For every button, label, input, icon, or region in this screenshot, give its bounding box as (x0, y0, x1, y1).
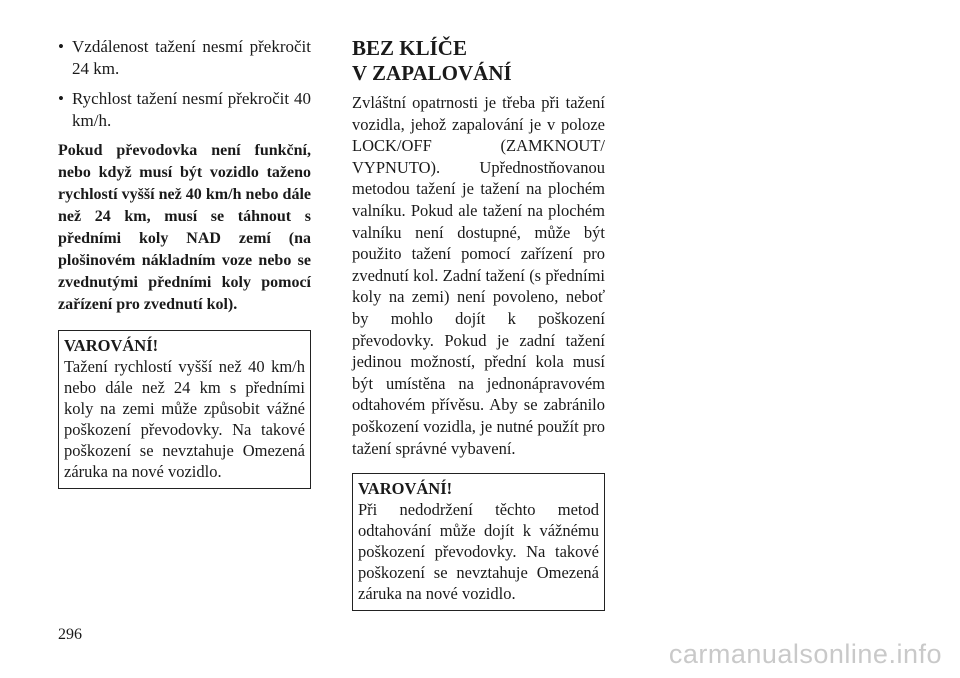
warning-text: Při nedodržení těchto metod odtahování může dojít k vážnému poškození převodovky. Na takové poškození se nevztahuje Omezená záruka na nové vozidlo. (358, 500, 599, 604)
section-heading (352, 36, 605, 86)
bullet-item-speed (58, 88, 311, 132)
page-number: 296 (58, 626, 82, 643)
warning-text: Tažení rychlostí vyšší než 40 km/h nebo dále než 24 km s předními koly na zemi může způsobit vážné poškození převodovky. Na takové poškození se nevztahuje Omezená záruka na nové vozidlo. (64, 357, 305, 481)
warning-title: VAROVÁNÍ! (358, 479, 453, 499)
warning-box-right (352, 473, 605, 611)
warning-box-left (58, 330, 311, 489)
towing-paragraph: Zvláštní opatrnosti je třeba při tažení vozidla, jehož zapalování je v poloze LOCK/OFF (ZAMKNOUT/ VYPNUTO). Upřednostňovanou metodou tažení je tažení na plochém valníku. Pokud ale tažení na plochém valníku není dostupné, může být použito tažení pomocí zařízení pro zvednutí kol. Zadní tažení (s předními koly na zemi) není povoleno, neboť by mohlo dojít k poškození převodovky. Pokud je zadní tažení jedinou možností, přední kola musí být umístěna na jednonápravovém odtahovém přívěsu. Aby se zabránilo poškození vozidla, je nutné použít pro tažení správné vybavení. (352, 93, 605, 458)
warning-title: VAROVÁNÍ! (64, 336, 159, 355)
watermark: carmanualsonline.info (668, 639, 942, 669)
transmission-notice: Pokud převodovka není funkční, nebo když musí být vozidlo taženo rychlostí vyšší než 40 km/h nebo dále než 24 km, musí se táhnout s předními koly NAD zemí (na plošinovém nákladním voze nebo se zvednutými předními koly pomocí zařízení pro zvednutí kol). (58, 142, 311, 313)
bullet-text: Vzdálenost tažení nesmí překročit 24 km. (72, 37, 311, 78)
right-column (352, 36, 605, 611)
left-column (58, 36, 311, 489)
bullet-item-distance (58, 36, 311, 80)
bullet-text: Rychlost tažení nesmí překročit 40 km/h. (72, 89, 311, 130)
section-heading-line2: V ZAPALOVÁNÍ (352, 61, 512, 85)
bullet-symbol: • (58, 89, 64, 108)
section-heading-line1: BEZ KLÍČE (352, 36, 467, 60)
bullet-symbol: • (58, 37, 64, 56)
